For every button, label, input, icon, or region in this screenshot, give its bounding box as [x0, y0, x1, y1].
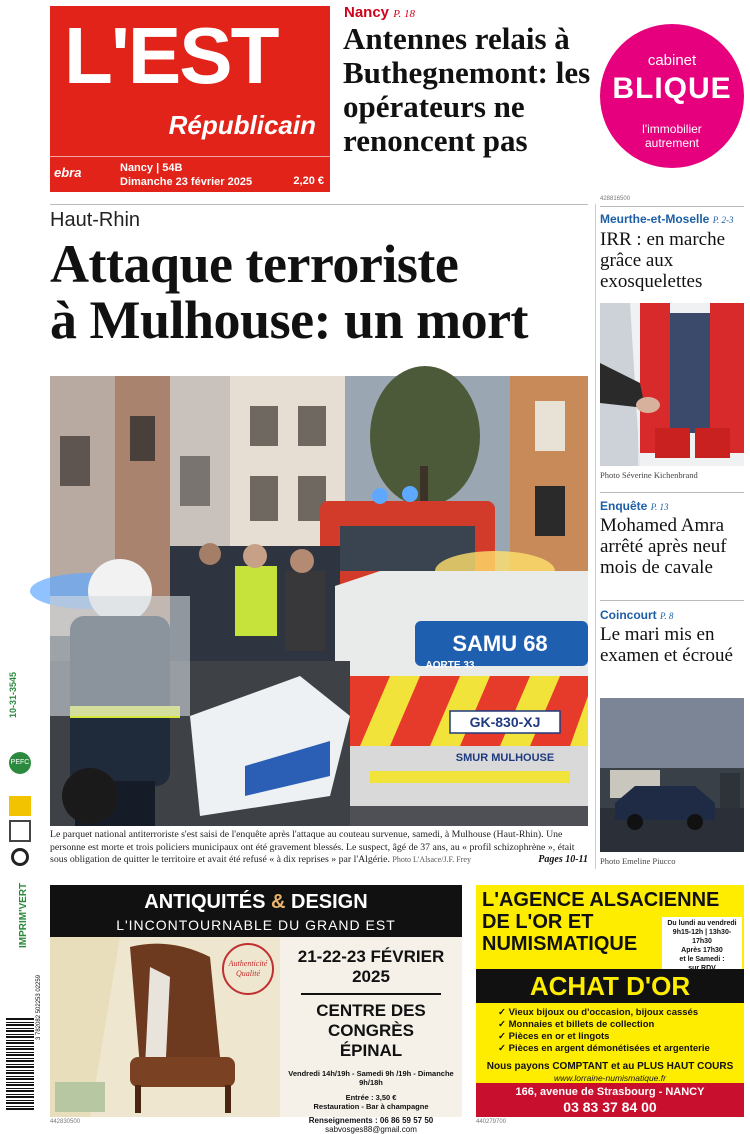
ad-antiquites-venue-1: CENTRE DES CONGRÈS [316, 1001, 426, 1040]
imprimvert-logo: IMPRIM'VERT [18, 882, 29, 948]
rc-story-3-page: P. 8 [660, 611, 674, 621]
recycling-logo [9, 796, 31, 816]
side-strip [6, 671, 42, 1078]
ebra-logo: ebra [54, 165, 82, 180]
ad-blique-name: BLIQUE [612, 72, 732, 105]
rc-story-1-credit: Photo Séverine Kichenbrand [600, 470, 698, 480]
main-photo-illustration [50, 376, 588, 826]
main-headline-line-1: Attaque terroriste [50, 234, 459, 294]
ad-agence-address: 166, avenue de Strasbourg - NANCY [515, 1086, 705, 1098]
divider [600, 492, 744, 493]
ad-antiquites-restauration: Restauration - Bar à champagne [313, 1102, 429, 1111]
ad-agence-phone[interactable]: 03 83 37 84 00 [563, 1099, 657, 1115]
ad-antiquites-subtitle: L'INCONTOURNABLE DU GRAND EST [116, 917, 396, 933]
main-story-kicker: Haut-Rhin [50, 209, 141, 231]
ad-blique-tagline-2: autrement [644, 136, 700, 150]
top-teaser-kicker [344, 4, 415, 21]
ad-antiquites-venue-2: ÉPINAL [339, 1041, 403, 1060]
main-story-photo[interactable] [50, 376, 588, 826]
rc-story-3-headline[interactable]: Le mari mis en examen et écroué [600, 624, 733, 666]
ad-agence-list-item: ✓ Vieux bijoux ou d'occasion, bijoux cassés [498, 1007, 699, 1018]
ad-agence-title-2: DE L'OR ET [482, 911, 594, 933]
photo-text-aorte: AORTE 33 [425, 660, 475, 671]
rc-story-3-kicker [600, 608, 673, 622]
ad-agence-hours-4: et le Samedi : [679, 956, 725, 963]
rc-story-3-photo[interactable] [600, 698, 744, 852]
ad-agence-hours-3: Après 17h30 [681, 947, 723, 954]
rc-story-1-photo[interactable] [600, 303, 744, 466]
ad-antiquites-contact: Renseignements : 06 86 59 57 50 [308, 1116, 434, 1125]
ad-agence-item-1: Vieux bijoux ou d'occasion, bijoux cassés [508, 1007, 699, 1018]
divider [301, 993, 441, 995]
ad-blique-cabinet: cabinet [647, 52, 697, 69]
barcode [6, 1018, 34, 1110]
ad-antiquites-amp: & [270, 891, 286, 913]
ad-antiquites-badge: Authenticité Qualité [222, 943, 274, 995]
rc-story-1-kicker [600, 212, 734, 226]
ad-antiquites-year: 2025 [352, 967, 390, 986]
pefc-logo: PEFC [9, 752, 31, 774]
ad-agence-footer [476, 1083, 744, 1117]
ad-agence-title-3: NUMISMATIQUE [482, 933, 638, 955]
ad-agence-alsacienne[interactable] [476, 885, 744, 1117]
ad-agence-list-item: ✓ Pièces en or et lingots [498, 1031, 610, 1042]
ad-agence-item-4: Pièces en argent démonétisées et argenterie [508, 1043, 710, 1054]
ad-antiquites-dates: 21-22-23 FÉVRIER [297, 947, 445, 966]
rc-story-1-page: P. 2-3 [712, 215, 734, 225]
masthead-info-bar [50, 156, 330, 192]
main-story-pages[interactable]: Pages 10-11 [538, 854, 588, 865]
divider [600, 206, 744, 207]
main-photo-credit: Photo L'Alsace/J.F. Frey [392, 855, 471, 864]
ad-agence-payment: Nous payons COMPTANT et au PLUS HAUT COURS [486, 1061, 734, 1072]
rc-story-3-kicker-label: Coincourt [600, 608, 657, 622]
barcode-number: 3 782082 502253 02259 [36, 974, 42, 1040]
ad-antiquites-info [280, 947, 462, 1134]
sorting-logo [9, 820, 31, 842]
ad-agence-list-item: ✓ Monnaies et billets de collection [498, 1019, 655, 1030]
ad-agence-website[interactable]: www.lorraine-numismatique.fr [554, 1073, 666, 1083]
rc-story-2-kicker-label: Enquête [600, 499, 648, 513]
ad-agence-banner: ACHAT D'OR [476, 969, 744, 1003]
ad-reference: 442830500 [50, 1119, 81, 1125]
logo: L'EST [64, 11, 278, 100]
exoskeleton-illustration [600, 303, 744, 466]
ad-cabinet-blique[interactable] [600, 24, 744, 168]
rc-story-2-page: P. 13 [650, 502, 669, 512]
ad-blique-tagline [600, 122, 744, 150]
ad-reference: 440279700 [476, 1119, 507, 1125]
masthead[interactable] [50, 6, 330, 192]
house-car-illustration [600, 698, 744, 852]
rc-story-2-headline[interactable]: Mohamed Amra arrêté après neuf mois de cavale [600, 515, 727, 578]
top-teaser-page: P. 18 [393, 8, 416, 20]
ad-agence-hours [662, 917, 742, 975]
ad-antiquites-title-1: ANTIQUITÉS [144, 891, 266, 913]
photo-text-samu: SAMU 68 [452, 631, 548, 656]
rc-story-3-credit: Photo Emeline Piucco [600, 856, 676, 866]
rc-story-1-kicker-label: Meurthe-et-Moselle [600, 212, 710, 226]
photo-text-plate: GK-830-XJ [469, 714, 541, 730]
rc-story-2-kicker [600, 499, 669, 513]
pefc-code: 10-31-3545 [8, 671, 18, 718]
ad-agence-title-1: L'AGENCE ALSACIENNE [482, 889, 720, 911]
ad-antiquites-title-2: DESIGN [291, 891, 368, 913]
column-divider [595, 204, 596, 869]
ad-blique-tagline-1: l'immobilier [642, 122, 702, 136]
main-story-headline[interactable] [50, 236, 595, 348]
divider [600, 600, 744, 601]
ad-antiquites-title [50, 891, 462, 914]
triman-logo [11, 848, 29, 866]
edition: Nancy | 54B [120, 162, 183, 174]
main-caption-text: Le parquet national antiterroriste s'est saisi de l'enquête après l'attaque au couteau survenue, samedi, à Mulhouse (Haut-Rhin). Une personne est morte et trois policiers municipaux ont été gravement blessés. Le suspect, âgé de 37 ans, au « profil schizophrène », était sous obligation de quitter le territoire et avait été refusé « à dix reprises » par l'Algérie. [50, 829, 575, 865]
ad-antiquites-email: sabvosges88@gmail.com [325, 1125, 417, 1134]
ad-reference: 428816500 [600, 196, 631, 202]
ad-antiquites-hours: Vendredi 14h/19h - Samedi 9h /19h - Dimanche 9h/18h [288, 1069, 454, 1087]
ad-agence-hours-1: Du lundi au vendredi [667, 920, 737, 927]
ad-agence-hours-2: 9h15-12h | 13h30-17h30 [672, 929, 732, 945]
photo-text-smur: SMUR MULHOUSE [455, 752, 555, 764]
divider [50, 204, 588, 205]
rc-story-1-headline[interactable]: IRR : en marche grâce aux exosquelettes [600, 229, 726, 292]
top-teaser-headline[interactable]: Antennes relais à Buthegnemont: les opérateurs ne renoncent pas [343, 21, 591, 158]
price: 2,20 € [293, 175, 324, 187]
main-headline-line-2: à Mulhouse: un mort [50, 290, 529, 350]
ad-agence-list-item: ✓ Pièces en argent démonétisées et argenterie [498, 1043, 710, 1054]
main-story-caption [50, 829, 588, 867]
ad-antiquites-entry: Entrée : 3,50 € [345, 1093, 397, 1102]
ad-agence-item-2: Monnaies et billets de collection [508, 1019, 655, 1030]
logo-subtitle: Républicain [168, 110, 316, 140]
ad-agence-list [498, 1007, 710, 1055]
top-teaser-kicker-label: Nancy [344, 4, 390, 21]
issue-date: Dimanche 23 février 2025 [120, 176, 253, 188]
ad-agence-item-3: Pièces en or et lingots [508, 1031, 610, 1042]
